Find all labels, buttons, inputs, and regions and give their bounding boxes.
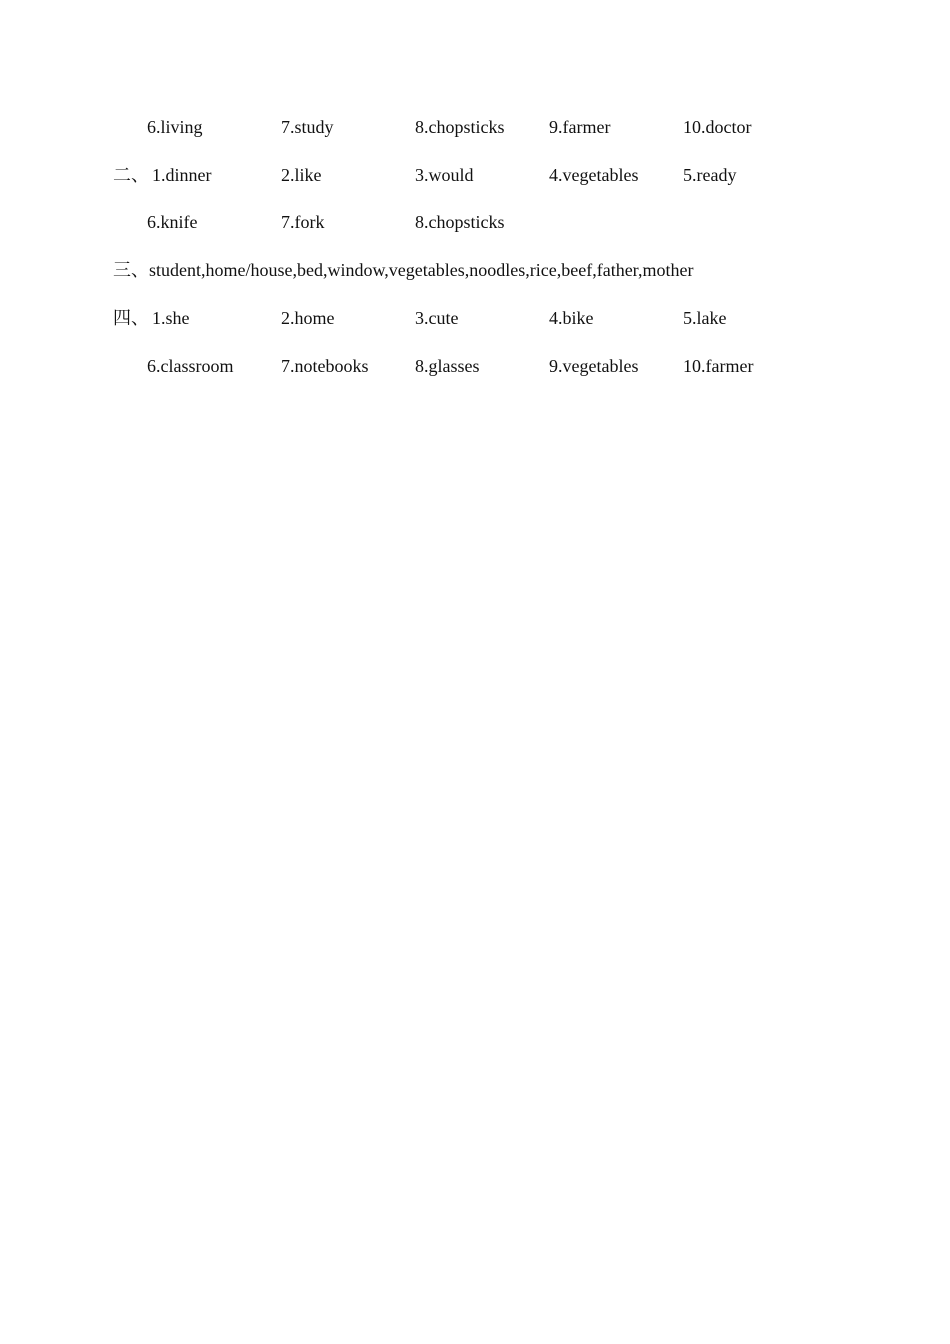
answer-item: 6.knife xyxy=(147,212,198,232)
answer-item: 5.ready xyxy=(683,165,737,185)
answer-item: 7.fork xyxy=(281,212,325,232)
answer-row-4 xyxy=(0,257,950,283)
answer-item: 8.chopsticks xyxy=(415,212,505,232)
answer-item: 9.farmer xyxy=(549,117,611,137)
answer-item: 1.she xyxy=(152,308,190,328)
answer-item: 5.lake xyxy=(683,308,727,328)
answer-item: 3.would xyxy=(415,165,474,185)
answer-row-5 xyxy=(0,305,950,331)
answer-row-2 xyxy=(0,162,950,188)
answer-row-3 xyxy=(0,209,950,235)
answer-item: 2.like xyxy=(281,165,322,185)
answer-item: 3.cute xyxy=(415,308,459,328)
answer-item: 7.study xyxy=(281,117,334,137)
answer-item: 4.vegetables xyxy=(549,165,639,185)
answer-item: 7.notebooks xyxy=(281,356,369,376)
answer-item: 6.classroom xyxy=(147,356,234,376)
answer-item: 8.glasses xyxy=(415,356,480,376)
answer-item: 9.vegetables xyxy=(549,356,639,376)
answer-item: 6.living xyxy=(147,117,203,137)
answer-item: 10.farmer xyxy=(683,356,754,376)
section-number: 二、 xyxy=(113,165,149,185)
answer-line: 三、student,home/house,bed,window,vegetables,noodles,rice,beef,father,mother xyxy=(113,260,694,280)
answer-item: 2.home xyxy=(281,308,335,328)
section-number: 四、 xyxy=(113,308,149,328)
answer-item: 4.bike xyxy=(549,308,594,328)
answer-item: 1.dinner xyxy=(152,165,212,185)
answer-row-1 xyxy=(0,114,950,140)
answer-row-6 xyxy=(0,353,950,379)
answer-item: 8.chopsticks xyxy=(415,117,505,137)
answer-item: 10.doctor xyxy=(683,117,752,137)
